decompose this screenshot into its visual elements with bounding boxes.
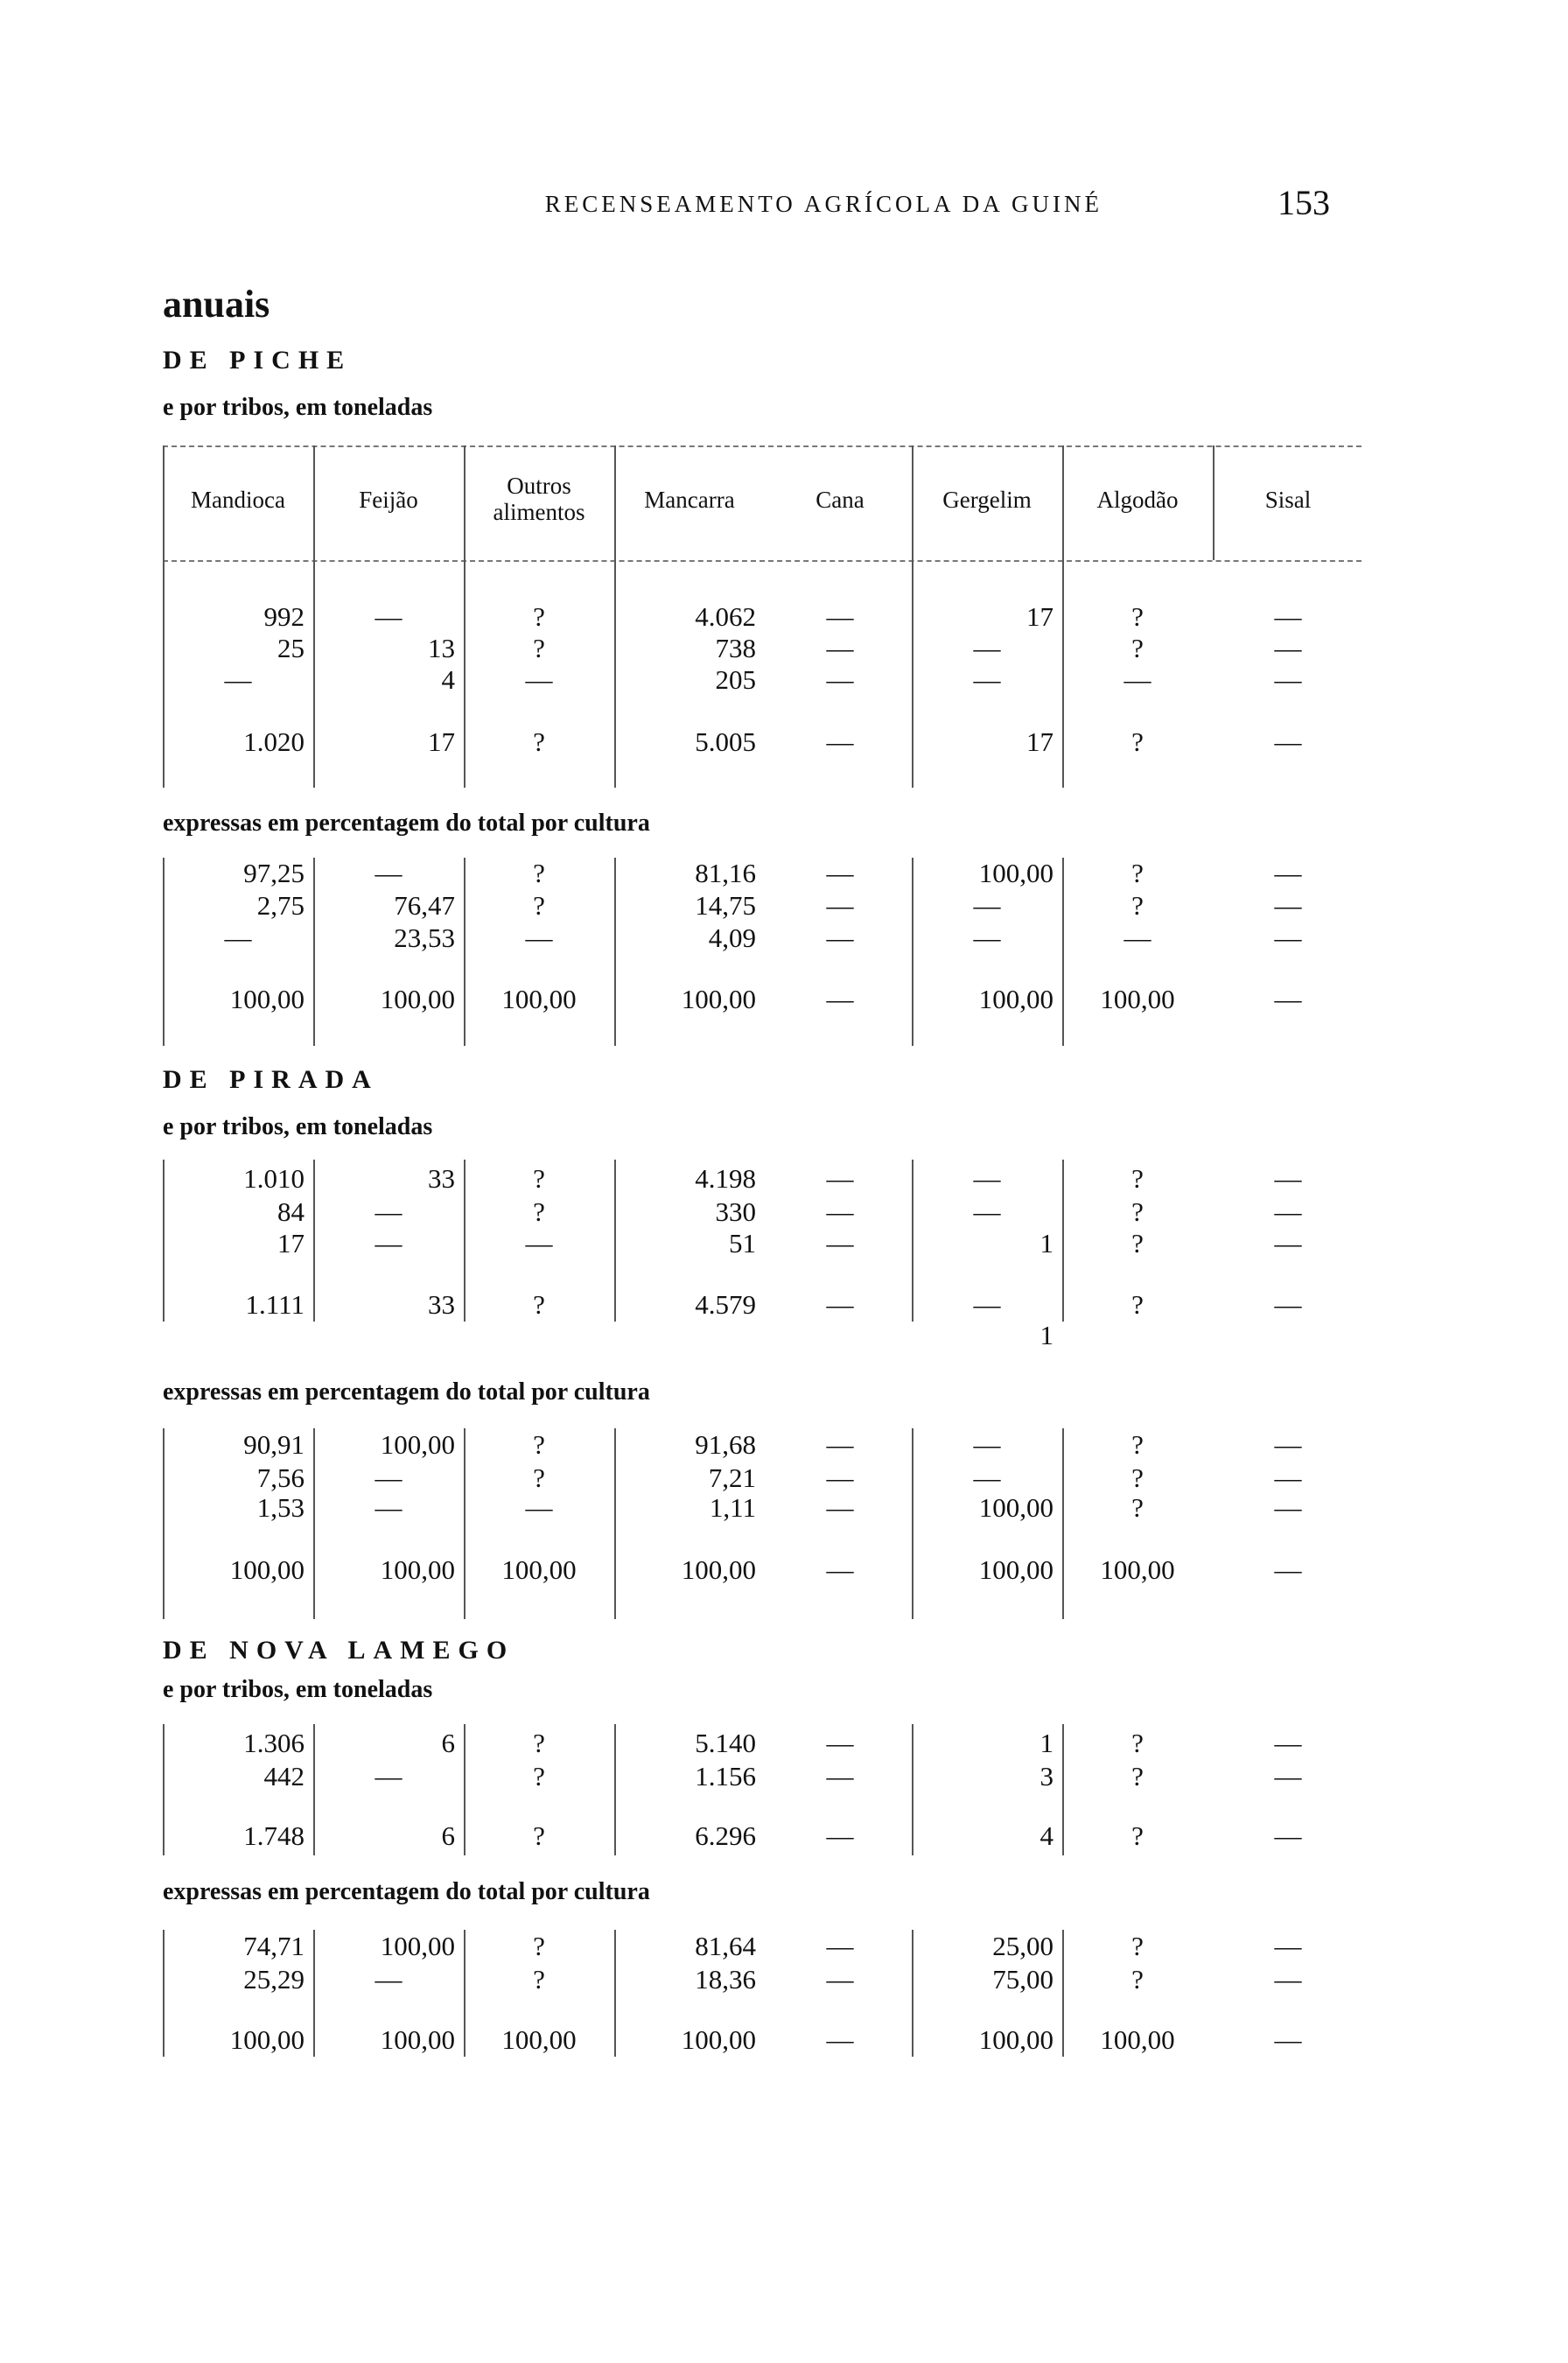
tonnes-row-cell: — [1274, 1761, 1302, 1792]
percent-row-cell: — [374, 858, 402, 888]
tonnes-total-cell: ? [1131, 1289, 1144, 1320]
tonnes-total-cell: — [1274, 1289, 1302, 1320]
tonnes-total-cell: 33 [428, 1289, 455, 1320]
percent-row-cell: ? [533, 858, 545, 888]
percent-total-cell: 100,00 [501, 2024, 577, 2055]
tonnes-row-cell: ? [533, 1761, 545, 1792]
percent-row-cell: — [1274, 1492, 1302, 1523]
tonnes-row-cell: 1 [1040, 1228, 1054, 1259]
tonnes-row-cell: 4 [441, 664, 455, 695]
percent-total-cell: — [1274, 984, 1302, 1014]
column-divider [912, 445, 914, 560]
column-header: Cana [816, 487, 864, 513]
tonnes-row-cell: — [826, 1196, 854, 1227]
tonnes-total-cell: ? [1131, 1820, 1144, 1851]
percent-row-cell: 100,00 [978, 858, 1054, 888]
tonnes-row-cell: ? [533, 601, 545, 632]
tonnes-total-cell: — [826, 1289, 854, 1320]
tonnes-row-cell: ? [533, 1163, 545, 1194]
percent-total-cell: 100,00 [978, 984, 1054, 1014]
percent-row-cell: ? [533, 890, 545, 921]
percent-row-cell: 1,53 [256, 1492, 304, 1523]
tonnes-row-cell: — [1124, 664, 1152, 695]
percent-row-cell: 100,00 [380, 1429, 455, 1460]
tonnes-row-cell: 1.156 [695, 1761, 756, 1792]
tonnes-row-cell: 13 [428, 633, 455, 663]
tonnes-total-cell: — [826, 1820, 854, 1851]
column-divider [464, 445, 466, 560]
tonnes-row-cell: ? [1131, 1163, 1144, 1194]
tonnes-row-cell: 4.062 [695, 601, 756, 632]
percent-row-cell: ? [1131, 1492, 1144, 1523]
tonnes-total-cell: ? [533, 1820, 545, 1851]
percent-row-cell: ? [533, 1429, 545, 1460]
tonnes-row-cell: ? [1131, 1228, 1144, 1259]
column-divider [1062, 445, 1064, 560]
section-subtitle: e por tribos, em toneladas [163, 1113, 433, 1140]
tonnes-row-cell: 1.010 [243, 1163, 304, 1194]
column-header: Outros alimentos [493, 473, 585, 525]
tonnes-row-cell: — [826, 1728, 854, 1758]
percent-row-cell: 14,75 [695, 890, 756, 921]
section-title: DE PICHE [163, 346, 353, 375]
tonnes-row-cell: 3 [1040, 1761, 1054, 1792]
tonnes-row-cell: — [973, 633, 1001, 663]
column-divider [464, 560, 466, 788]
tonnes-total-cell: ? [533, 726, 545, 757]
column-divider [464, 858, 466, 1046]
section-subtitle: e por tribos, em toneladas [163, 394, 433, 421]
percent-row-cell: — [525, 922, 553, 953]
percent-row-cell: — [826, 858, 854, 888]
percent-row-cell: — [224, 922, 252, 953]
percent-row-cell: 100,00 [978, 1492, 1054, 1523]
running-head: RECENSEAMENTO AGRÍCOLA DA GUINÉ [544, 191, 1102, 217]
percent-total-cell: 100,00 [681, 984, 756, 1014]
percent-row-cell: 25,29 [243, 1964, 304, 1995]
tonnes-row-cell: 4.198 [695, 1163, 756, 1194]
section-title: DE NOVA LAMEGO [163, 1636, 515, 1665]
tonnes-total-cell: — [973, 1289, 1001, 1320]
column-divider [1062, 1930, 1064, 2057]
percent-row-cell: — [374, 1462, 402, 1493]
tonnes-total-cell: 4 [1040, 1820, 1054, 1851]
column-header: Feijão [359, 487, 418, 513]
percent-row-cell: — [1274, 1462, 1302, 1493]
tonnes-row-cell: — [1274, 633, 1302, 663]
table-top-rule [163, 445, 1362, 447]
tonnes-row-cell: — [525, 1228, 553, 1259]
tonnes-row-cell: 1.306 [243, 1728, 304, 1758]
percent-row-cell: ? [1131, 1964, 1144, 1995]
tonnes-row-cell: — [374, 1196, 402, 1227]
percent-row-cell: — [826, 1492, 854, 1523]
tonnes-row-cell: — [224, 664, 252, 695]
tonnes-row-cell: 6 [441, 1728, 455, 1758]
percent-row-cell: — [973, 1429, 1001, 1460]
percent-row-cell: — [826, 1964, 854, 1995]
percent-total-cell: 100,00 [501, 984, 577, 1014]
tonnes-total-cell: — [1274, 726, 1302, 757]
tonnes-row-cell: — [1274, 1163, 1302, 1194]
tonnes-total-cell: 1.111 [245, 1289, 304, 1320]
tonnes-total-cell: ? [533, 1289, 545, 1320]
column-divider [1213, 445, 1214, 560]
column-divider [313, 445, 315, 560]
tonnes-row-cell: ? [1131, 601, 1144, 632]
percent-row-cell: 7,56 [256, 1462, 304, 1493]
tonnes-row-cell: ? [1131, 1728, 1144, 1758]
tonnes-row-cell: ? [533, 633, 545, 663]
percent-row-cell: 75,00 [992, 1964, 1054, 1995]
tonnes-row-cell: 205 [715, 664, 756, 695]
column-divider [1062, 858, 1064, 1046]
tonnes-row-cell: 442 [263, 1761, 304, 1792]
tonnes-row-cell: — [826, 1163, 854, 1194]
percent-row-cell: ? [1131, 890, 1144, 921]
percent-row-cell: ? [533, 1931, 545, 1961]
column-header: Sisal [1264, 487, 1312, 513]
percent-row-cell: 74,71 [243, 1931, 304, 1961]
page-number: 153 [1278, 183, 1330, 222]
percent-row-cell: 2,75 [256, 890, 304, 921]
column-divider [464, 1160, 466, 1322]
tonnes-row-cell: 33 [428, 1163, 455, 1194]
tonnes-row-cell: 5.140 [695, 1728, 756, 1758]
percent-row-cell: — [826, 1429, 854, 1460]
percent-row-cell: — [1274, 922, 1302, 953]
percent-total-cell: 100,00 [229, 2024, 304, 2055]
percent-row-cell: 4,09 [708, 922, 756, 953]
percent-total-cell: 100,00 [978, 2024, 1054, 2055]
percent-total-cell: — [826, 1554, 854, 1585]
column-header: Mancarra [644, 487, 735, 513]
tonnes-row-cell: 25 [277, 633, 304, 663]
percent-subtitle: expressas em percentagem do total por cultura [163, 1378, 650, 1406]
tonnes-total-cell: 17 [1026, 726, 1054, 757]
column-divider [1062, 1724, 1064, 1855]
tonnes-total-cell: 17 [428, 726, 455, 757]
percent-total-cell: 100,00 [380, 984, 455, 1014]
percent-total-cell: — [1274, 2024, 1302, 2055]
percent-total-cell: 100,00 [1100, 984, 1175, 1014]
percent-subtitle: expressas em percentagem do total por cultura [163, 810, 650, 837]
percent-row-cell: 81,16 [695, 858, 756, 888]
tonnes-row-cell: — [826, 1228, 854, 1259]
tonnes-row-cell: — [826, 1761, 854, 1792]
percent-row-cell: ? [533, 1964, 545, 1995]
percent-total-cell: — [1274, 1554, 1302, 1585]
percent-row-cell: ? [1131, 1931, 1144, 1961]
percent-total-cell: 100,00 [1100, 1554, 1175, 1585]
tonnes-total-cell: 4.579 [695, 1289, 756, 1320]
tonnes-row-cell: 1 [1040, 1728, 1054, 1758]
percent-row-cell: 91,68 [695, 1429, 756, 1460]
tonnes-row-cell: — [1274, 601, 1302, 632]
tonnes-total-cell: ? [1131, 726, 1144, 757]
percent-total-cell: 100,00 [380, 1554, 455, 1585]
tonnes-row-cell: — [525, 664, 553, 695]
percent-row-cell: — [1124, 922, 1152, 953]
section-title: DE PIRADA [163, 1065, 379, 1094]
tonnes-extra-cell: 1 [1040, 1320, 1054, 1350]
tonnes-row-cell: 330 [715, 1196, 756, 1227]
header-bottom-rule [163, 560, 1362, 562]
percent-row-cell: — [973, 1462, 1001, 1493]
tonnes-total-cell: 1.748 [243, 1820, 304, 1851]
tonnes-total-cell: 6 [441, 1820, 455, 1851]
tonnes-row-cell: ? [533, 1728, 545, 1758]
tonnes-row-cell: 51 [729, 1228, 756, 1259]
column-divider [614, 445, 616, 560]
tonnes-row-cell: ? [533, 1196, 545, 1227]
percent-row-cell: 81,64 [695, 1931, 756, 1961]
column-divider [912, 1428, 914, 1619]
percent-total-cell: — [826, 984, 854, 1014]
tonnes-row-cell: ? [1131, 1196, 1144, 1227]
tonnes-row-cell: — [1274, 1228, 1302, 1259]
percent-row-cell: — [826, 890, 854, 921]
percent-row-cell: ? [1131, 1429, 1144, 1460]
column-divider [464, 1930, 466, 2057]
tonnes-row-cell: 992 [263, 601, 304, 632]
percent-subtitle: expressas em percentagem do total por cultura [163, 1878, 650, 1905]
tonnes-row-cell: — [826, 664, 854, 695]
tonnes-row-cell: — [1274, 1196, 1302, 1227]
percent-total-cell: — [826, 2024, 854, 2055]
tonnes-row-cell: — [826, 601, 854, 632]
tonnes-total-cell: — [826, 726, 854, 757]
column-divider [464, 1724, 466, 1855]
percent-row-cell: — [374, 1492, 402, 1523]
tonnes-row-cell: 17 [277, 1228, 304, 1259]
percent-row-cell: — [973, 922, 1001, 953]
percent-row-cell: 23,53 [394, 922, 455, 953]
column-divider [1062, 560, 1064, 788]
tonnes-total-cell: — [1274, 1820, 1302, 1851]
tonnes-row-cell: 84 [277, 1196, 304, 1227]
tonnes-total-cell: 5.005 [695, 726, 756, 757]
tonnes-row-cell: — [826, 633, 854, 663]
column-divider [163, 445, 164, 560]
percent-row-cell: — [1274, 858, 1302, 888]
tonnes-total-cell: 1.020 [243, 726, 304, 757]
column-divider [1062, 1428, 1064, 1619]
page-title: anuais [163, 283, 270, 326]
column-header: Algodão [1096, 487, 1179, 513]
section-subtitle: e por tribos, em toneladas [163, 1676, 433, 1703]
percent-total-cell: 100,00 [681, 2024, 756, 2055]
percent-total-cell: 100,00 [681, 1554, 756, 1585]
percent-row-cell: — [826, 1462, 854, 1493]
tonnes-row-cell: — [973, 1196, 1001, 1227]
tonnes-row-cell: ? [1131, 633, 1144, 663]
tonnes-row-cell: — [1274, 664, 1302, 695]
percent-row-cell: 7,21 [708, 1462, 756, 1493]
tonnes-row-cell: ? [1131, 1761, 1144, 1792]
percent-row-cell: ? [1131, 1462, 1144, 1493]
percent-total-cell: 100,00 [1100, 2024, 1175, 2055]
tonnes-row-cell: 738 [715, 633, 756, 663]
percent-row-cell: — [1274, 1931, 1302, 1961]
tonnes-total-cell: 6.296 [695, 1820, 756, 1851]
percent-row-cell: — [1274, 890, 1302, 921]
percent-total-cell: 100,00 [978, 1554, 1054, 1585]
tonnes-row-cell: — [973, 664, 1001, 695]
percent-total-cell: 100,00 [501, 1554, 577, 1585]
tonnes-row-cell: — [973, 1163, 1001, 1194]
percent-row-cell: — [1274, 1429, 1302, 1460]
column-header: Gergelim [942, 487, 1032, 513]
percent-row-cell: 97,25 [243, 858, 304, 888]
tonnes-row-cell: — [374, 601, 402, 632]
percent-total-cell: 100,00 [380, 2024, 455, 2055]
tonnes-row-cell: — [1274, 1728, 1302, 1758]
percent-row-cell: — [826, 922, 854, 953]
percent-row-cell: 76,47 [394, 890, 455, 921]
column-header: Mandioca [191, 487, 285, 513]
column-divider [464, 1428, 466, 1619]
percent-total-cell: 100,00 [229, 984, 304, 1014]
tonnes-row-cell: 17 [1026, 601, 1054, 632]
percent-row-cell: 100,00 [380, 1931, 455, 1961]
percent-total-cell: 100,00 [229, 1554, 304, 1585]
percent-row-cell: ? [533, 1462, 545, 1493]
column-divider [1062, 1160, 1064, 1322]
percent-row-cell: 18,36 [695, 1964, 756, 1995]
percent-row-cell: — [525, 1492, 553, 1523]
percent-row-cell: 1,11 [709, 1492, 756, 1523]
percent-row-cell: — [826, 1931, 854, 1961]
tonnes-row-cell: — [374, 1228, 402, 1259]
percent-row-cell: — [374, 1964, 402, 1995]
percent-row-cell: 25,00 [992, 1931, 1054, 1961]
percent-row-cell: — [1274, 1964, 1302, 1995]
tonnes-row-cell: — [374, 1761, 402, 1792]
percent-row-cell: 90,91 [243, 1429, 304, 1460]
percent-row-cell: ? [1131, 858, 1144, 888]
percent-row-cell: — [973, 890, 1001, 921]
